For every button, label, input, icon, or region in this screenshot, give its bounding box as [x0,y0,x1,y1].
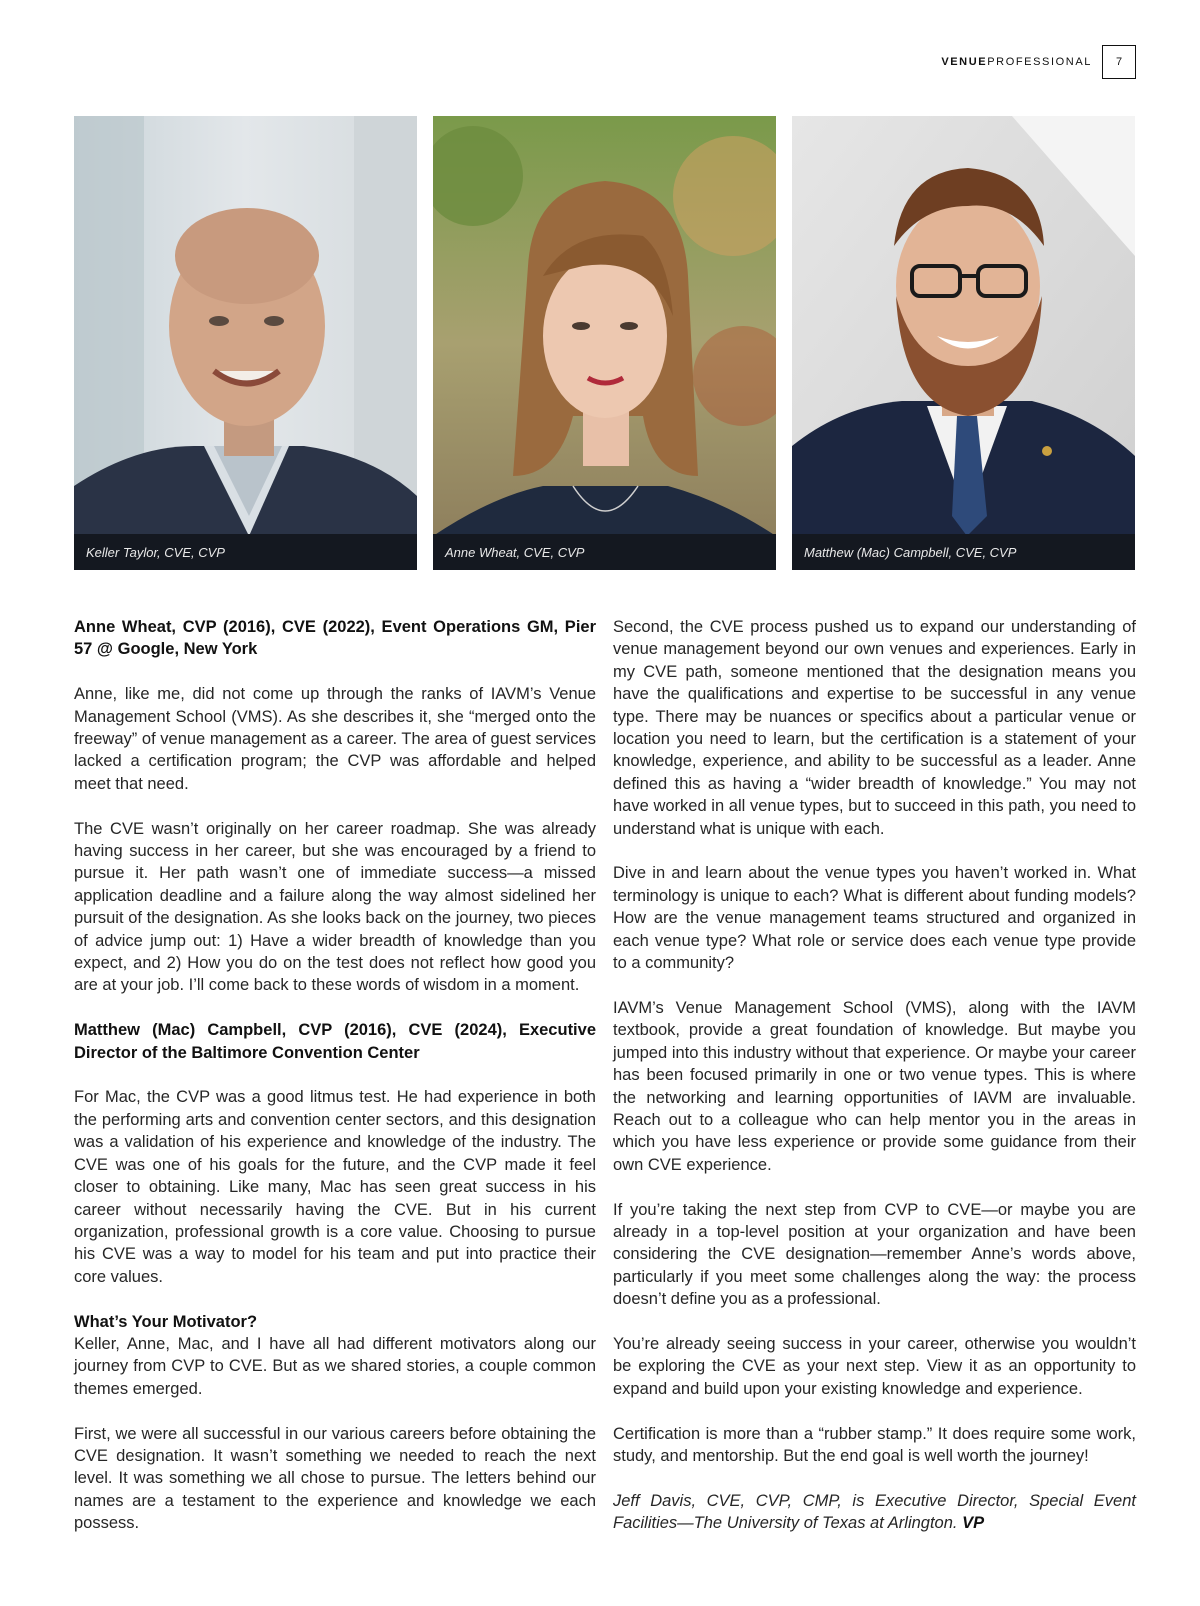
end-mark: VP [962,1514,985,1533]
author-bio-text: Jeff Davis, CVE, CVP, CMP, is Executive Director, Special Event Facilities—The University of Texas at Arlington. [613,1491,1136,1533]
publication-brand [941,56,1092,68]
paragraph: You’re already seeing success in your career, otherwise you wouldn’t be exploring the CVE as your next step. View it as an opportunity to expand and build upon your existing knowledge and experience. [613,1334,1136,1398]
portrait-keller-image [74,116,417,570]
section-heading-mac: Matthew (Mac) Campbell, CVP (2016), CVE (2024), Executive Director of the Baltimore Convention Center [74,1021,596,1062]
paragraph: Certification is more than a “rubber stamp.” It does require some work, study, and mentorship. But the end goal is well worth the journey! [613,1424,1136,1465]
portrait-anne-wheat [433,116,776,570]
paragraph: IAVM’s Venue Management School (VMS), along with the IAVM textbook, provide a great foundation of knowledge. But maybe you jumped into this industry without that experience. Or maybe your career has been focused primarily in one or two venue types. This is where the networking and learning opportunities of IAVM are invaluable. Reach out to a colleague who can help mentor you in the areas in which you have less experience or provide some guidance from their own CVE experience. [613,998,1136,1174]
article-left-column [74,616,596,1557]
photo-caption: Matthew (Mac) Campbell, CVE, CVP [792,534,1135,570]
paragraph: For Mac, the CVP was a good litmus test. He had experience in both the performing arts and convention center sectors, and this designation was a validation of his experience and knowledge of the industry. The CVE was one of his goals for the future, and the CVP made it feel closer to obtaining. Like many, Mac has seen great success in his career without necessarily having the CVE. But in his current organization, professional growth is a core value. Choosing to pursue his CVE was a way to model for his team and put into practice their core values. [74,1088,596,1286]
paragraph: Dive in and learn about the venue types you haven’t worked in. What terminology is unique to each? What is different about funding models? How are the venue management teams structured and organized in each venue type? What role or service does each venue type provide to a community? [613,864,1136,973]
portrait-mac-image [792,116,1135,570]
section-heading-motivator: What’s Your Motivator? [74,1312,258,1331]
paragraph: Keller, Anne, Mac, and I have all had different motivators along our journey from CVP to CVE. But as we shared stories, a couple common themes emerged. [74,1334,596,1398]
page-header [941,44,1136,80]
photo-caption: Anne Wheat, CVE, CVP [433,534,776,570]
article-right-column [613,616,1136,1557]
portrait-keller-taylor [74,116,417,570]
paragraph: Second, the CVE process pushed us to expand our understanding of venue management beyond our own venues and experiences. Early in my CVE path, someone mentioned that the designation means you have the qualifications and expertise to be successful in any venue type. There may be nuances or specifics about a particular venue or location you need to learn, but the certification is a statement of your knowledge, experience, and ability to be successful as a leader. Anne defined this as having a “wider breadth of knowledge.” You may not have worked in all venue types, but to succeed in this path, you need to understand what is unique with each. [613,618,1136,838]
paragraph: If you’re taking the next step from CVP to CVE—or maybe you are already in a top-level position at your organization and have been considering the CVE designation—remember Anne’s words above, particularly if you meet some challenges along the way: the process doesn’t define you as a professional. [613,1200,1136,1309]
portrait-mac-campbell [792,116,1135,570]
page-number: 7 [1102,45,1136,79]
author-bio [613,1490,1136,1535]
paragraph: Anne, like me, did not come up through the ranks of IAVM’s Venue Management School (VMS). As she describes it, she “merged onto the freeway” of venue management as a career. The area of guest services lacked a certification program; the CVP was affordable and helped meet that need. [74,685,596,793]
photo-caption: Keller Taylor, CVE, CVP [74,534,417,570]
section-heading-anne: Anne Wheat, CVP (2016), CVE (2022), Event Operations GM, Pier 57 @ Google, New York [74,618,596,659]
brand-bold-text: VENUE [941,56,988,68]
brand-light-text: PROFESSIONAL [987,56,1092,68]
paragraph: First, we were all successful in our various careers before obtaining the CVE designation. It wasn’t something we needed to reach the next level. It was something we all chose to pursue. The letters behind our names are a testament to the experience and knowledge we each possess. [74,1424,596,1533]
portrait-anne-image [433,116,776,570]
paragraph: The CVE wasn’t originally on her career roadmap. She was already having success in her career, but she was encouraged by a friend to pursue it. Her path wasn’t one of immediate success—a missed application deadline and a failure along the way almost sidelined her pursuit of the designation. As she looks back on the journey, two pieces of advice jump out: 1) Have a wider breadth of knowledge than you expect, and 2) How you do on the test does not reflect how good you are at your job. I’ll come back to these words of wisdom in a moment. [74,819,596,995]
photo-row [74,116,1135,570]
